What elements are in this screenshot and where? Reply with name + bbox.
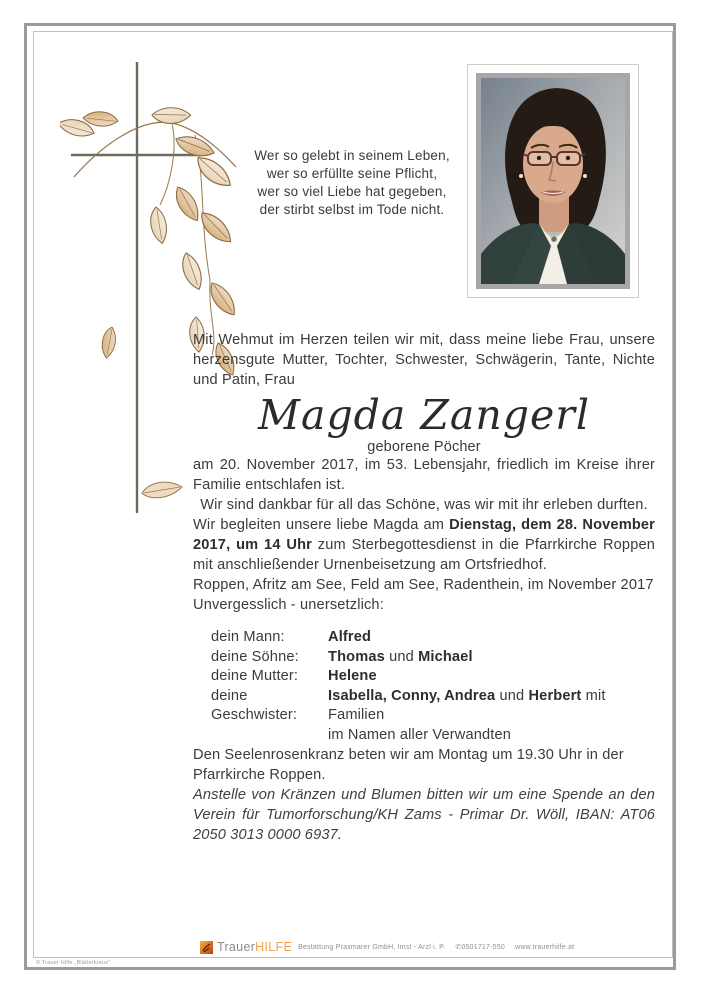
remembrance-heading: Unvergesslich - unersetzlich: [193,597,384,613]
poem-line: wer so erfüllte seine Pflicht, [266,166,438,181]
brand-name [217,940,292,954]
footer-website: www.trauerhilfe.at [515,944,575,951]
funeral-service-paragraph [193,515,655,575]
rosary-paragraph: Den Seelenrosenkranz beten wir am Montag um 19.30 Uhr in der Pfarrkirche Roppen. [193,747,624,783]
relation-label: dein Mann: [211,629,285,645]
family-row [211,628,655,648]
donation-paragraph: Anstelle von Kränzen und Blumen bitten wir um eine Spende an den Verein für Tumorforschung/KH Zams - Primar Dr. Wöll, IBAN: AT06 2050 3013 0000 6937. [193,787,655,843]
footer-phone: ✆0501717-550 [455,944,505,951]
places-date-line: Roppen, Afritz am See, Feld am See, Radenthein, im November 2017 [193,577,654,593]
relation-names: Helene [328,668,377,684]
artwork-credit: © Trauer Hilfe „Blätterkreuz“ [36,960,111,966]
family-list [193,628,655,745]
memorial-poem [226,147,478,219]
service-text-pre: Wir begleiten unsere liebe Magda am [193,517,450,533]
relation-label [211,726,328,746]
obituary-text [193,330,655,845]
service-text-post: zum Sterbegottesdienst in die Pfarrkirche Roppen mit anschließender Urnenbeisetzung am Ortsfriedhof. [193,537,655,573]
footer-company: Bestattung Praxmarer GmbH, Imst - Arzl i. P. [298,944,446,951]
brand-trauer: Trauer [217,940,256,954]
poem-line: der stirbt selbst im Tode nicht. [259,202,445,217]
brand-hilfe: HILFE [255,940,293,954]
family-row [211,648,655,668]
relation-label: deine Söhne: [211,648,299,665]
family-row [211,667,655,687]
relation-names: im Namen aller Verwandten [328,726,512,743]
footer-details [298,943,582,951]
portrait-photo-frame [467,64,639,298]
family-row [211,687,655,726]
family-row [211,726,655,746]
relation-names: Alfred [328,629,372,645]
trauerhilfe-logo-icon [200,941,213,954]
poem-line: wer so viel Liebe hat gegeben, [257,184,447,199]
death-notice-paragraph: am 20. November 2017, im 53. Lebensjahr, friedlich im Kreise ihrer Familie entschlafen ist. [193,457,655,493]
relation-names: Isabella, Conny, Andrea und Herbert mit Familien [328,687,606,723]
deceased-name: Magda Zangerl [258,391,590,439]
poem-line: Wer so gelebt in seinem Leben, [254,148,450,163]
relation-label: deine Geschwister: [211,687,298,723]
relation-label: deine Mutter: [211,668,299,684]
portrait-photo [481,78,625,284]
photo-mat [476,73,630,289]
fallen-leaf-icon [138,477,186,508]
intro-paragraph: Mit Wehmut im Herzen teilen wir mit, dass meine liebe Frau, unsere herzensgute Mutter, Tochter, Schwester, Schwägerin, Tante, Nichte und Patin, Frau [193,332,655,388]
gratitude-line: Wir sind dankbar für all das Schöne, was wir mit ihr erleben durften. [200,497,648,513]
maiden-name: geborene Pöcher [367,439,481,455]
footer [200,940,582,954]
relation-names: Thomas und Michael [328,648,473,665]
service-date-bold: Dienstag, dem 28. November 2017, um 14 Uhr [193,517,655,553]
